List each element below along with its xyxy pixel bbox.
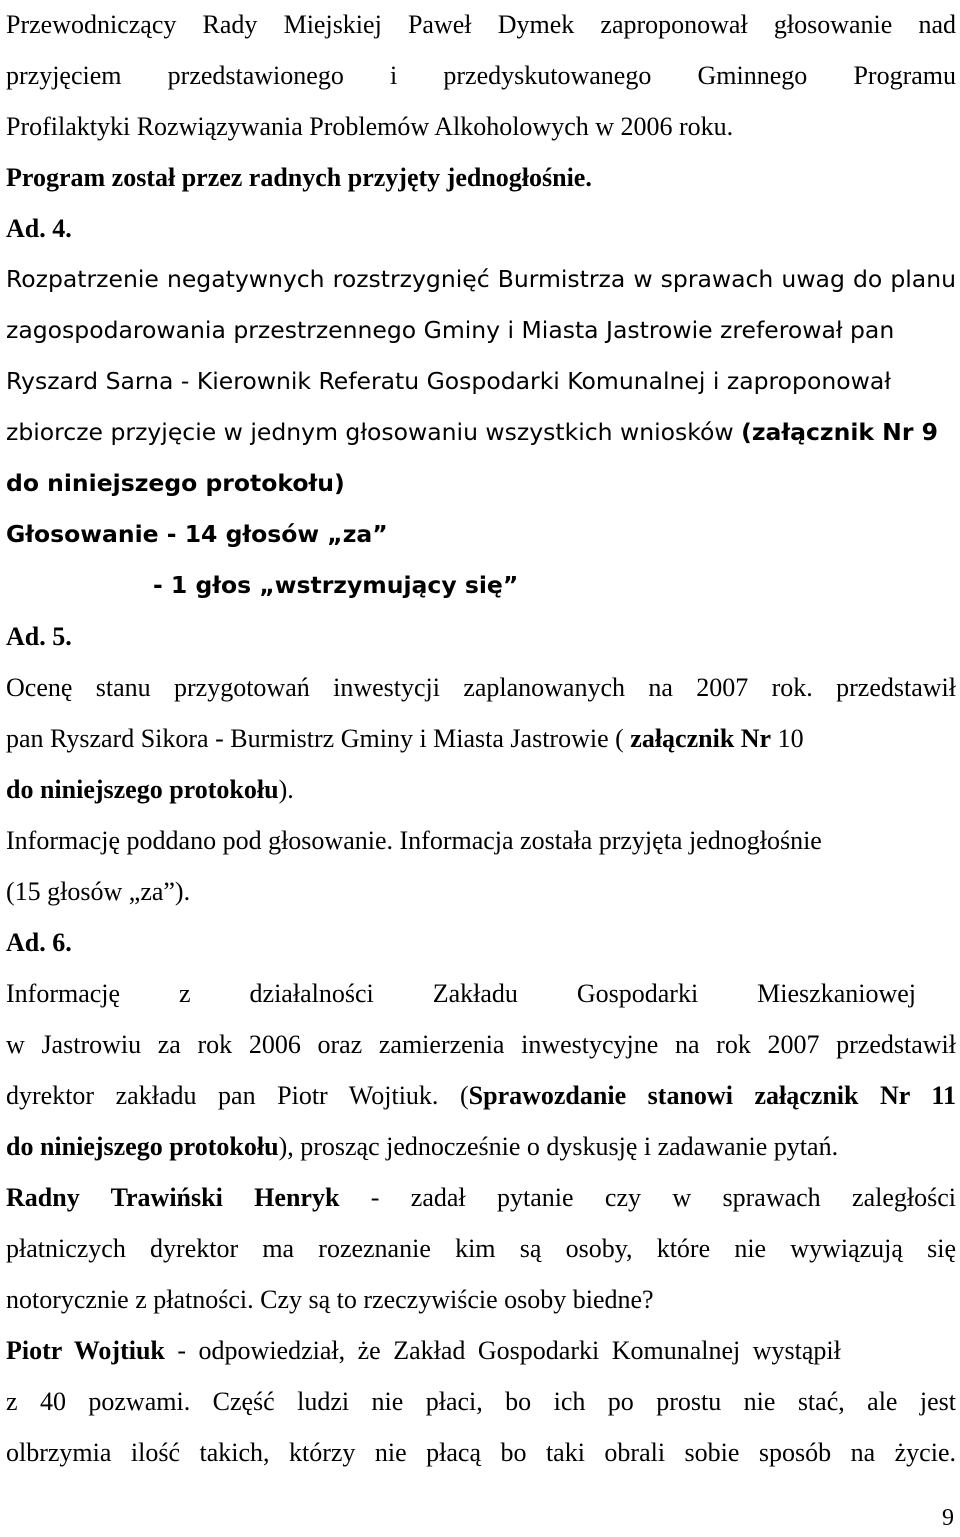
text-line xyxy=(6,1121,956,1172)
text-line: olbrzymia ilość takich, którzy nie płacą bo taki obrali sobie sposób na życie. xyxy=(6,1438,956,1467)
text-line: Informację z działalności Zakładu Gospodarki Mieszkaniowej xyxy=(6,979,916,1008)
text-line xyxy=(6,1070,956,1121)
text-line: Przewodniczący Rady Miejskiej Paweł Dymek zaproponował głosowanie nad xyxy=(6,10,956,39)
text-run: zbiorcze przyjęcie w jednym głosowaniu wszystkich wniosków xyxy=(6,418,742,446)
text-line: do niniejszego protokołu) xyxy=(6,469,345,497)
text-line: z 40 pozwami. Część ludzi nie płaci, bo ich po prostu nie stać, ale jest xyxy=(6,1387,956,1416)
text-line: Rozpatrzenie negatywnych rozstrzygnięć Burmistrza w sprawach uwag do planu xyxy=(6,265,956,293)
text-line: przyjęciem przedstawionego i przedyskutowanego Gminnego Programu xyxy=(6,61,956,90)
text-run: - zadał pytanie czy w sprawach zaległości xyxy=(339,1183,956,1212)
text-run: pan Ryszard Sikora - Burmistrz Gminy i Miasta Jastrowie ( xyxy=(6,724,631,753)
vote-result: Głosowanie - 14 głosów „za” xyxy=(6,520,388,548)
text-line xyxy=(6,1172,956,1223)
text-run: dyrektor zakładu pan Piotr Wojtiuk. ( xyxy=(6,1081,469,1110)
section-heading: Ad. 4. xyxy=(6,214,72,243)
text-line: zagospodarowania przestrzennego Gminy i Miasta Jastrowie zreferował pan xyxy=(6,316,895,344)
text-line: Program został przez radnych przyjęty jednogłośnie. xyxy=(6,163,592,192)
attachment-reference: Sprawozdanie stanowi załącznik Nr 11 xyxy=(468,1081,956,1110)
text-line: Profilaktyki Rozwiązywania Problemów Alkoholowych w 2006 roku. xyxy=(6,112,734,141)
speaker-name: Radny Trawiński Henryk xyxy=(6,1183,340,1212)
text-run: ), prosząc jednocześnie o dyskusję i zadawanie pytań. xyxy=(278,1132,839,1161)
section-heading: Ad. 6. xyxy=(6,928,72,957)
text-line: Ocenę stanu przygotowań inwestycji zaplanowanych na 2007 rok. przedstawił xyxy=(6,673,956,702)
section-heading: Ad. 5. xyxy=(6,622,72,651)
text-run: ). xyxy=(278,775,294,804)
vote-result: - 1 głos „wstrzymujący się” xyxy=(153,571,519,599)
text-line xyxy=(6,1325,956,1376)
attachment-reference: załącznik Nr xyxy=(630,724,772,753)
text-run: - odpowiedział, że Zakład Gospodarki Komunalnej wystąpił xyxy=(164,1336,841,1365)
text-line: (15 głosów „za”). xyxy=(6,877,191,906)
attachment-reference: (załącznik Nr 9 xyxy=(741,418,938,446)
text-line xyxy=(6,713,956,764)
text-line xyxy=(6,407,956,458)
text-line: Informację poddano pod głosowanie. Informacja została przyjęta jednogłośnie xyxy=(6,826,822,855)
document-page xyxy=(6,0,956,1537)
speaker-name: Piotr Wojtiuk xyxy=(6,1336,165,1365)
text-line xyxy=(6,764,956,815)
text-line: notorycznie z płatności. Czy są to rzeczywiście osoby biedne? xyxy=(6,1285,654,1314)
text-line: Ryszard Sarna - Kierownik Referatu Gospodarki Komunalnej i zaproponował xyxy=(6,367,891,395)
attachment-reference: do niniejszego protokołu xyxy=(6,775,279,804)
text-run: 10 xyxy=(771,724,804,753)
page-number: 9 xyxy=(942,1505,954,1531)
text-line: płatniczych dyrektor ma rozeznanie kim są osoby, które nie wywiązują się xyxy=(6,1234,956,1263)
attachment-reference: do niniejszego protokołu xyxy=(6,1132,279,1161)
text-line: w Jastrowiu za rok 2006 oraz zamierzenia inwestycyjne na rok 2007 przedstawił xyxy=(6,1030,956,1059)
